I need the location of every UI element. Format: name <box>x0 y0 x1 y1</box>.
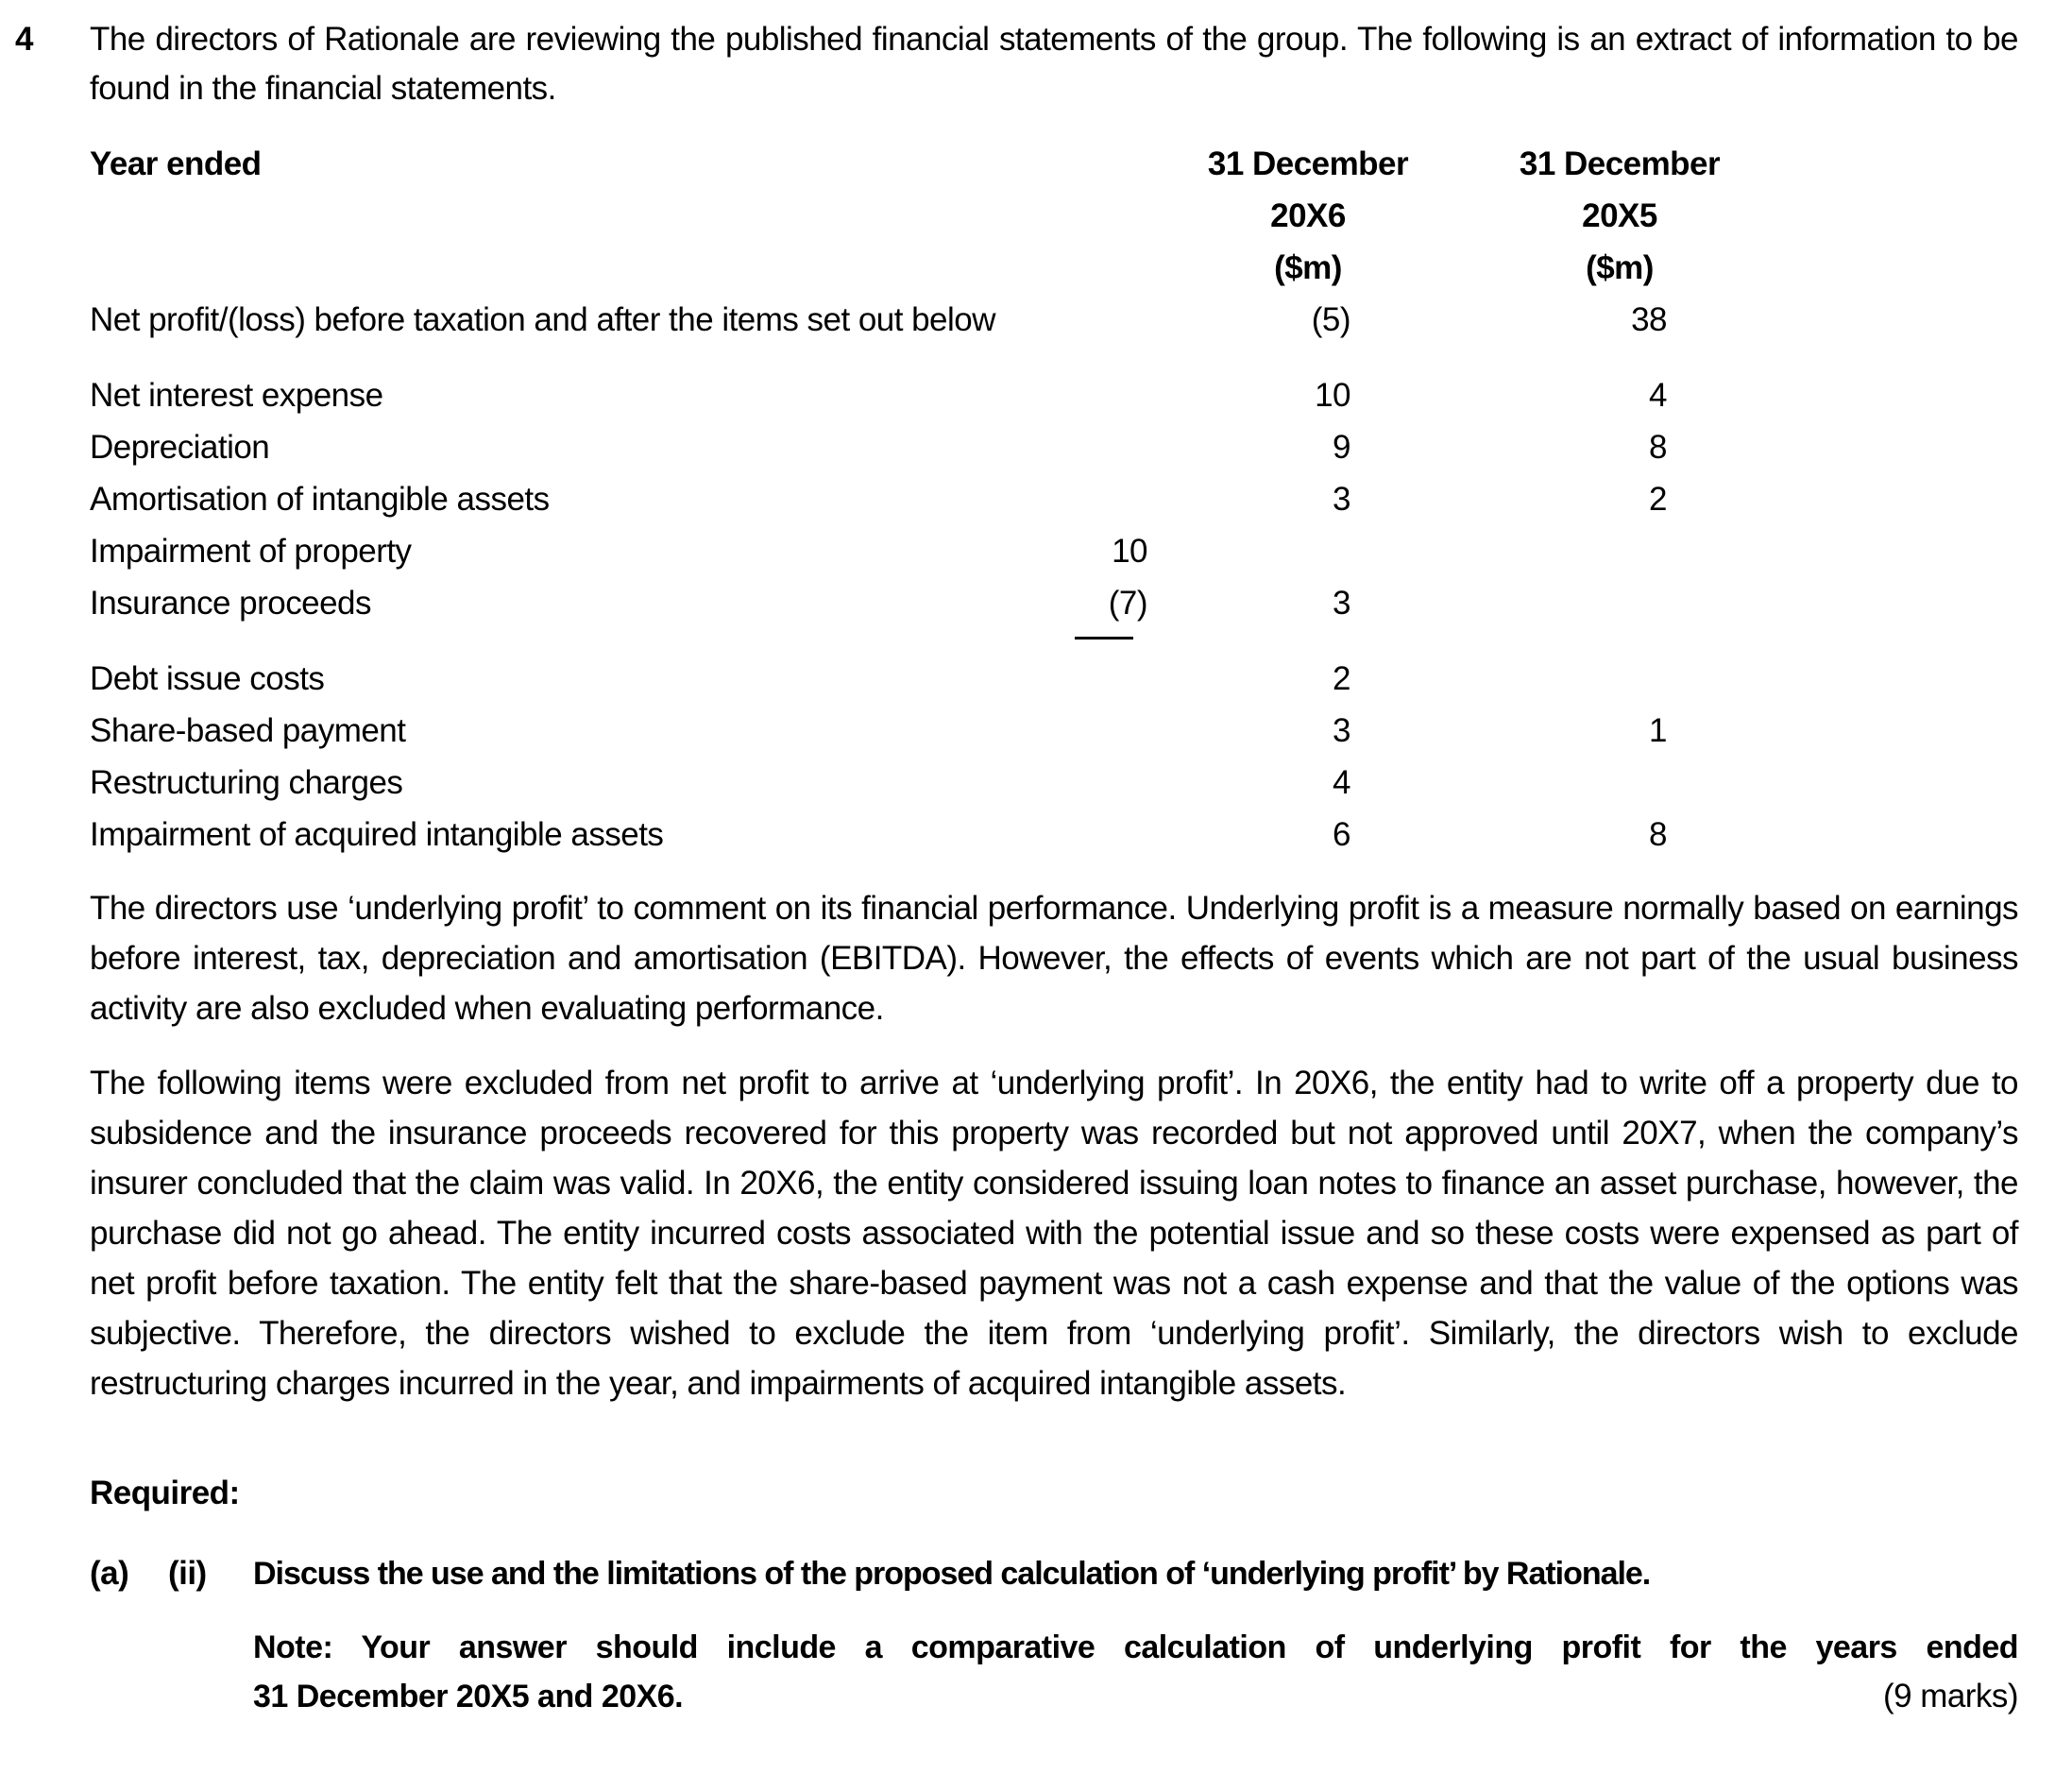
row-label: Share-based payment <box>90 712 406 749</box>
table-row-impairment-of-property <box>90 525 2018 577</box>
table-row-net-interest-expense <box>90 369 2018 421</box>
column-header-20x5-year: 20X5 <box>1582 197 1657 234</box>
table-row-amortisation <box>90 473 2018 525</box>
column-header-20x5-unit: ($m) <box>1586 249 1654 286</box>
value-cell-sub <box>1067 757 1147 809</box>
value-cell-20x6: 6 <box>1333 816 1350 853</box>
value-cell-sub: (7) <box>1108 585 1147 622</box>
financial-extract-table <box>90 138 2018 861</box>
value-cell-20x5: 8 <box>1649 429 1667 466</box>
note-text-line1: Note: Your answer should include a comparative calculation of underlying profit for the years ended <box>253 1629 2018 1665</box>
task-text: Discuss the use and the limitations of the proposed calculation of ‘underlying profit’ by Rationale. <box>253 1556 1651 1592</box>
row-label: Insurance proceeds <box>90 585 371 622</box>
value-cell-sub <box>1067 369 1147 421</box>
subpart-label: (ii) <box>168 1555 207 1592</box>
table-header-year-ended: Year ended <box>90 145 262 182</box>
table-row-restructuring-charges <box>90 757 2018 809</box>
value-cell-sub: 10 <box>1112 533 1147 570</box>
table-header-row <box>90 138 2018 294</box>
row-label: Impairment of acquired intangible assets <box>90 816 664 853</box>
value-cell-sub <box>1067 473 1147 525</box>
value-cell-20x5: 4 <box>1649 377 1667 414</box>
value-cell-20x6 <box>1147 525 1469 577</box>
table-header-spacer <box>1067 138 1147 294</box>
value-cell-sub <box>1067 421 1147 473</box>
row-label: Net interest expense <box>90 377 383 414</box>
column-header-20x5-date: 31 December <box>1519 145 1721 182</box>
value-cell-20x6: 4 <box>1333 764 1350 801</box>
value-cell-20x6: 3 <box>1333 481 1350 518</box>
table-row-insurance-proceeds <box>90 577 2018 629</box>
value-cell-20x6: 2 <box>1333 660 1350 697</box>
column-header-20x6 <box>1147 138 1469 294</box>
table-row-impairment-acquired-intangibles <box>90 809 2018 861</box>
subtotal-rule-row <box>90 629 2018 653</box>
required-heading: Required: <box>90 1475 240 1511</box>
value-cell-20x5: 38 <box>1631 301 1667 338</box>
value-cell-20x5 <box>1469 577 1771 629</box>
value-cell-20x6: 10 <box>1315 377 1350 414</box>
paragraph-underlying-profit-definition: The directors use ‘underlying profit’ to comment on its financial performance. Underlying profit is a measure normally based on earnings before interest, tax, depreciation and amortisation (EBITDA). However, the effects of events which are not part of the usual business activity are also excluded when evaluating performance. <box>90 890 2018 1027</box>
question-intro: The directors of Rationale are reviewing the published financial statements of the group. The following is an extract of information to be found in the financial statements. <box>90 21 2018 107</box>
value-cell-20x5: 2 <box>1649 481 1667 518</box>
value-cell-20x5: 1 <box>1649 712 1667 749</box>
marks-label: (9 marks) <box>1882 1678 2018 1714</box>
value-cell-20x5 <box>1469 757 1771 809</box>
column-header-20x5 <box>1469 138 1771 294</box>
note-block <box>253 1623 2018 1721</box>
value-cell-sub <box>1067 809 1147 861</box>
row-label: Impairment of property <box>90 533 412 570</box>
value-cell-sub <box>1067 705 1147 757</box>
value-cell-20x6: 3 <box>1333 585 1350 622</box>
row-label: Debt issue costs <box>90 660 325 697</box>
value-cell-20x5 <box>1469 525 1771 577</box>
table-row-share-based-payment <box>90 705 2018 757</box>
column-header-20x6-year: 20X6 <box>1270 197 1346 234</box>
value-cell-20x5: 8 <box>1649 816 1667 853</box>
value-cell-20x6: (5) <box>1311 301 1350 338</box>
subtotal-rule <box>1075 637 1133 640</box>
row-label: Restructuring charges <box>90 764 403 801</box>
column-header-20x6-date: 31 December <box>1207 145 1409 182</box>
paragraph-excluded-items: The following items were excluded from net profit to arrive at ‘underlying profit’. In 20X6, the entity had to write off a property due to subsidence and the insurance proceeds recovered for this property was recorded but not approved until 20X7, when the company’s insurer concluded that the claim was valid. In 20X6, the entity considered issuing loan notes to finance an asset purchase, however, the purchase did not go ahead. The entity incurred costs associated with the potential issue and so these costs were expensed as part of net profit before taxation. The entity felt that the share-based payment was not a cash expense and that the value of the options was subjective. Therefore, the directors wished to exclude the item from ‘underlying profit’. Similarly, the directors wish to exclude restructuring charges incurred in the year, and impairments of acquired intangible assets. <box>90 1065 2018 1402</box>
required-task-row <box>90 1549 2018 1598</box>
table-row-debt-issue-costs <box>90 653 2018 705</box>
table-row-depreciation <box>90 421 2018 473</box>
value-cell-20x6: 9 <box>1333 429 1350 466</box>
row-label: Net profit/(loss) before taxation and after the items set out below <box>90 301 995 338</box>
value-cell-sub <box>1067 294 1147 346</box>
value-cell-20x6: 3 <box>1333 712 1350 749</box>
row-label: Depreciation <box>90 429 270 466</box>
column-header-20x6-unit: ($m) <box>1274 249 1342 286</box>
row-label: Amortisation of intangible assets <box>90 481 550 518</box>
question-number: 4 <box>15 21 33 58</box>
note-text-line2: 31 December 20X5 and 20X6. <box>253 1679 684 1714</box>
table-row-net-profit <box>90 294 2018 346</box>
value-cell-sub <box>1067 653 1147 705</box>
value-cell-20x5 <box>1469 653 1771 705</box>
part-label: (a) <box>90 1555 129 1592</box>
required-section <box>90 1469 2018 1721</box>
